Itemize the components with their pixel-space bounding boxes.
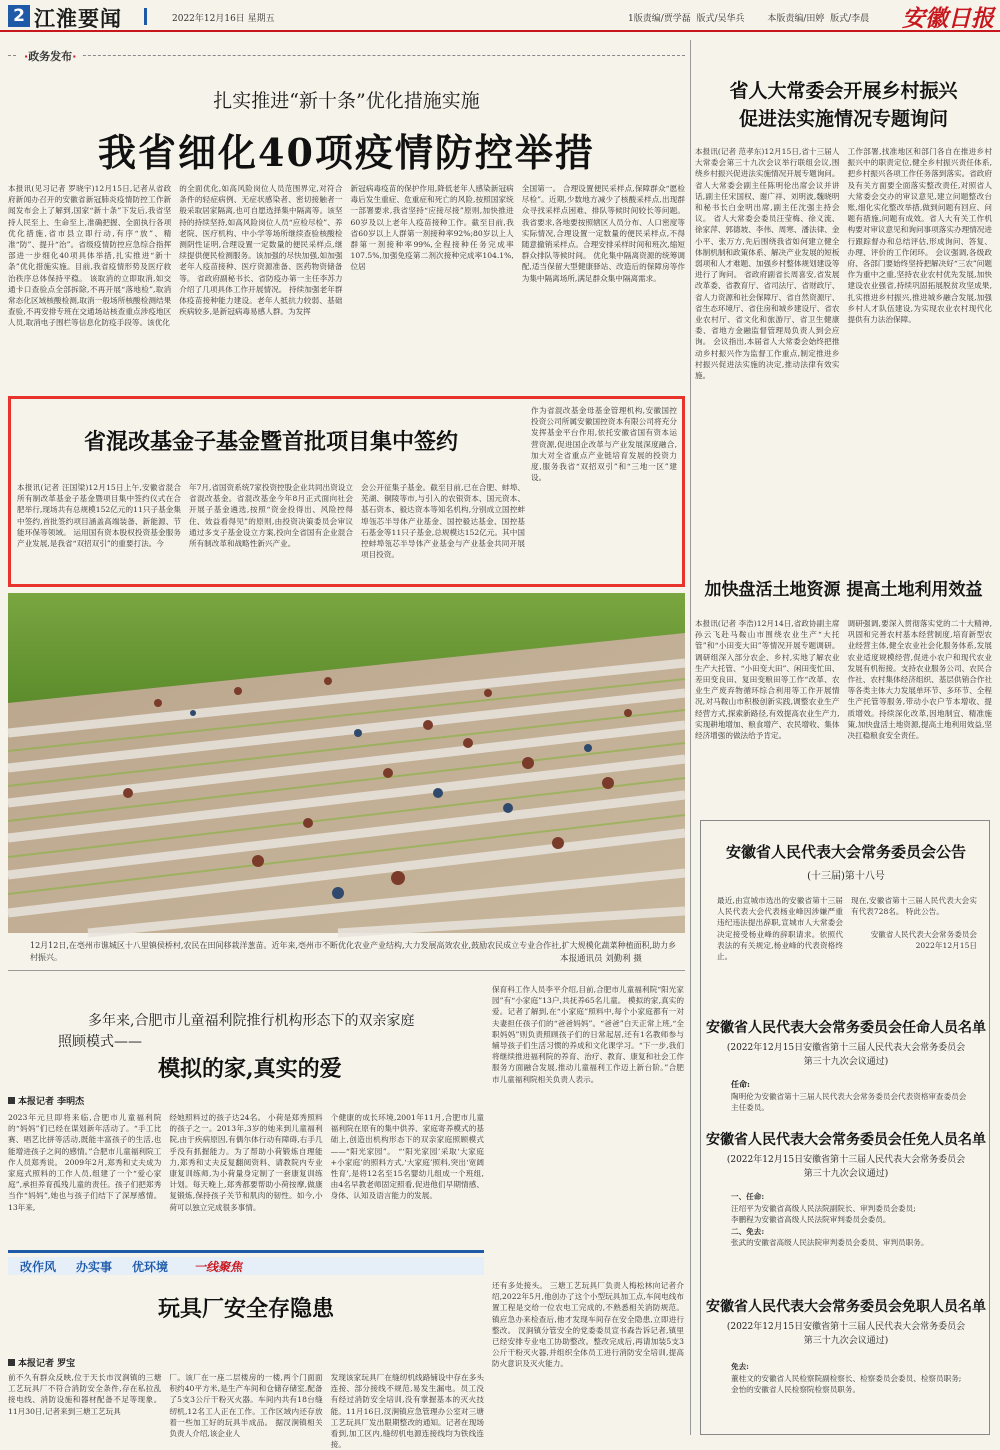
notice-subtitle: (十三届)第十八号 (807, 871, 885, 882)
removal-2-title: 安徽省人民代表大会常务委员会免职人员名单 (706, 1299, 986, 1315)
welfare-kicker-1: 多年来,合肥市儿童福利院推行机构形态下的双亲家庭 (88, 1013, 415, 1029)
welfare-byline (8, 1094, 84, 1107)
notice-col-1: 最近,由宣城市选出的安徽省第十三届人民代表大会代表杨业峰因涉嫌严重违纪违法提出辞职,宣城市人大常委会决定接受杨业峰的辞职请求。依照代表法的有关规定,杨业峰的代表资格终止。 (717, 896, 843, 962)
removal-2-line-2: 董桂文的安徽省人民检察院副检察长、检察委员会委员、检察员职务; (731, 1373, 962, 1383)
lead-headline: 我省细化40项疫情防控举措 (98, 130, 595, 175)
toy-col-3: 发现该家玩具厂在缝纫机线路铺设中存在多头连接、部分接线不规范,易发生漏电。员工没有经过消防安全培训,没有掌握基本的灭火技能。11月16日,汊涧镇应急管理办公室对三塘工艺玩具厂发出限期整改的通知。记者在现场看到,加工区内,缝纫机电源连接线均为铁线连接。 (330, 1373, 484, 1450)
appoint-title: 安徽省人民代表大会常务委员会任命人员名单 (706, 1020, 986, 1036)
welfare-col-1: 2023年元旦即将来临,合肥市儿童福利院的“妈妈”们已经在谋划新年活动了。“手工比赛、唱艺比拼等活动,既能丰富孩子的生活,也能增进孩子之间的感情。”合肥市儿童福利院工作人员郑秀说。 2009年2月,郑秀和丈夫成为家庭式照料的工作人员,组建了一个“爱心家庭”,承担养育孤残儿童的责任。孩子们把郑秀当作“妈妈”,她也与孩子们结下了深厚感情。13年来, (8, 1113, 162, 1212)
slogan-3: 优环境 (132, 1260, 169, 1274)
fund-columns (17, 482, 525, 582)
npc-notices (700, 820, 990, 1435)
welfare-col-2: 经她照料过的孩子达24名。 小荷是郑秀照料的孩子之一。2013年,3岁的她来到儿童福利院,由于疾病原因,有偶尔体行动有障碍,右手几乎没有抓握能力。为了帮助小荷锻炼自理能力,郑秀和丈夫反复翻阅资料、请教院内专业康复训练师,为小荷量身定制了一套康复训练计划。每天晚上,郑秀都要帮助小荷按摩,做康复锻炼,保持孩子关节和肌肉的韧性。如今,小荷可以独立完成很多事情。 (169, 1113, 323, 1212)
header-bar (144, 8, 147, 25)
land-headline: 加快盘活土地资源 提高土地利用效益 (704, 580, 983, 600)
removal-1-line-2: 汪绍平为安徽省高级人民法院副院长、审判委员会委员; (731, 1203, 916, 1213)
npc-headline-line-1: 省人大常委会开展乡村振兴 (729, 80, 958, 102)
lead-col-3: 新冠病毒疫苗的保护作用,降低老年人感染新冠病毒后发生重症、危重症和死亡的风险,按照国家统一部署要求,我省坚持“应接尽接”原则,加快推进60岁及以上老年人疫苗接种工作。截至目前,我省60岁以上人群第一剂接种率92%;80岁以上人群第一剂接种率99%,全程接种任务完成率107.5%,加强免疫第二剂次接种完成率104.1%,位居 (350, 184, 514, 272)
fund-headline: 省混改基金子基金暨首批项目集中签约 (83, 429, 458, 455)
slogan-bar (8, 1257, 484, 1275)
toy-col-2: 厂。该厂在一座二层楼房的一楼,两个门面面积约40平方米,是生产车间和仓储存储室,配备了5支3公斤干粉灭火器。车间内共有18台缝纫机,12名工人正在工作。工作区域内还存放着一些加工好的玩具半成品。 据汊涧镇相关负责人介绍,该企业人 (169, 1373, 323, 1439)
slogan-2: 办实事 (76, 1260, 113, 1274)
land-col-1: 本报讯(记者 李浩)12月14日,省政协副主席孙云飞赴马鞍山市围绕农业生产“大托管”和“小田变大田”等情况开展专题调研。 调研组深入部分农企、乡村,实地了解农业生产大托管、“小田变大田”、闲田变忙田、差田变良田、复田变粮田等工作“改革、农业生产废弃物循环综合利用等工作开展情况,对马鞍山市积极创新实践,调整农业生产经营方式,探索新路径,有效提高农业生产力,实现耕地增加、粮食增产、农民增收、集体经济增强的做法给予肯定。 (695, 619, 840, 741)
removal-1-subtitle: (2022年12月15日安徽省第十三届人民代表大会常务委员会第三十九次会议通过) (726, 1155, 966, 1179)
welfare-article (8, 976, 685, 1246)
section-title: 江淮要闻 (34, 6, 122, 31)
fund-columns-right (531, 405, 677, 581)
removal-1-line-4: 二、免去: (731, 1226, 765, 1236)
fund-col-2: 年7月,省国资系统7家投资控股企业共同出资设立省混改基金。省混改基金今年8月正式面向社会开展子基金遴选,按照“资金投得出、风险控得住、效益看得见”的原则,由投资决策委员会审议通过多支子基金设立方案,投向全省国有企业混合所有制改革和战略性新兴产业。 (189, 483, 353, 549)
appoint-text: 陶明伦为安徽省第十三届人民代表大会常务委员会代表资格审查委员会主任委员。 (731, 1092, 967, 1112)
lead-col-2: 的全面优化,如高风险岗位人员范围界定,对符合条件的轻症病例、无症状感染者、密切接触者一般采取居家隔离,也可自愿选择集中隔离等。该坚持的持续坚持,如高风险岗位人员“应检尽检”、养老院、医疗机构、中小学等场所继续查验核酸检测阴性证明,合理设置一定数量的便民采样点,继续提供便民检测服务。该加强的尽快加强,如加强老年人疫苗接种、医疗资源准备、医药物资储备等。 省政府副秘书长、省防疫办第一主任李苏力介绍了几项具体工作开展情况。 持续加强老年群体疫苗接种能力建设。老年人抵抗力较弱、基础疾病较多,是新冠病毒易感人群。为发挥 (179, 184, 343, 317)
land-columns (695, 618, 992, 810)
welfare-columns-left (8, 1112, 484, 1240)
lead-kicker: 扎实推进“新十条”优化措施实施 (213, 90, 480, 112)
npc-col-2: 工作部署,找准地区和部门各自在推进乡村振兴中的职责定位,健全乡村振兴责任体系,把乡村振兴各项工作任务落到落实。省政府及有关方面要全面落实整改责任,对照省人大常委会交办的审议意见,建立问题整改台账,细化实化整改举措,做到问题有回应、问题有措施,问题有成效。省人大有关工作机构要对审议意见和询问事项落实办理情况进行跟踪督办和总结评估,形成询问、答复、办理、评价的工作闭环。 会议强调,各级政府、各部门要始终坚持把解决好“三农”问题作为重中之重,坚持农业农村优先发展,加快建设农业强省,持续巩固拓展脱贫攻坚成果,扎实推进乡村振兴,推进城乡融合发展,加强乡村人才队伍建设,为实现农业农村现代化提供有力法治保障。 (847, 147, 992, 325)
photo-credit: 本报通讯员 刘勤利 摄 (560, 954, 642, 964)
welfare-kicker-2: 照顾模式—— (58, 1034, 142, 1050)
column-tag-text: 政务发布 (28, 50, 73, 63)
removal-1-body (731, 1191, 976, 1249)
lead-col-4: 全国第一。 合理设置便民采样点,保障群众“愿检尽检”。近期,少数地方减少了核酸采样点,出现群众寻找采样点困难、排队等候时间较长等问题。我省要求,各地要按照辖区人员分布、人口密度等实际情况,合理设置一定数量的便民采样点,不得随意撤销采样点。合理安排采样时间和班次,缩短群众排队等候时间。 优化集中隔离资源的统筹调配,适当保留大型健康驿站、改造后的保障房等作为集中隔离场所,满足群众集中隔离需求。 (521, 184, 685, 283)
notice-title: 安徽省人民代表大会常务委员会公告 (725, 843, 966, 861)
notice-col-2-text: 现在,安徽省第十三届人民代表大会实有代表728名。 特此公告。 (851, 896, 977, 917)
slogan-banner (8, 1250, 484, 1276)
notice-columns (717, 895, 977, 979)
fund-signing-article (8, 396, 685, 587)
welfare-byline-text: 本报记者 李明杰 (18, 1097, 85, 1107)
npc-headline-line-2: 促进法实施情况专题询问 (738, 108, 948, 130)
newspaper-brand: 安徽日报 (902, 5, 994, 32)
appoint-label: 任命: (731, 1079, 750, 1089)
removal-1-line-3: 李鹏程为安徽省高级人民法院审判委员会委员。 (731, 1215, 891, 1224)
npc-columns (695, 146, 992, 566)
toy-article (8, 1280, 685, 1450)
removal-2-body (731, 1361, 976, 1396)
byline-square-icon (8, 1359, 15, 1366)
slogan-1: 改作风 (20, 1260, 57, 1274)
lead-article (8, 48, 685, 392)
welfare-col-3: 个健康的成长环境,2001年11月,合肥市儿童福利院在原有的集中供养、家庭寄养模式的基础上,创造出机构形态下的双亲家庭照顾模式——“阳光家园”。 “‘阳光家园’采取‘大家庭+小家庭’的照料方式,‘大家庭’照料,突出‘宽阔性育’,是将12名至15名婴幼儿组成一个班组,由4名早教老师固定照看,促进他们早期情感、身体、认知及语言能力的发展。 (330, 1113, 484, 1201)
removal-2-line-3: 金怡的安徽省人民检察院检察员职务。 (731, 1385, 861, 1394)
welfare-col-4: 保育科工作人员李平介绍,目前,合肥市儿童福利院“阳光家园”有“小家庭”13户,共抚养65名儿童。 模拟的家,真实的爱。记者了解到,在“小家庭”照料中,每个小家庭都有一对夫妻担任孩子们的“爸爸妈妈”。“爸爸”白天正常上班,“全职妈妈”则负责照顾孩子们的日常起居,还有1名教师参与辅导孩子们生活习惯的养成和文化课学习。“下一步,我们将继续推进福利院的养育、治疗、教育、康复和社会工作服务方面融合发展,推动儿童福利工作迈上新台阶。”合肥市儿童福利院相关负责人表示。 (492, 985, 684, 1084)
column-tag-dot-icon: · (72, 50, 77, 63)
toy-byline-text: 本报记者 罗宝 (18, 1359, 76, 1369)
page-header (0, 0, 1000, 32)
page-number: 2 (8, 5, 30, 27)
land-col-2: 调研强调,要深入贯彻落实党的二十大精神,巩固和完善农村基本经营制度,培育新型农业经营主体,健全农业社会化服务体系,发展农业适度规模经营,促进小农户和现代农业发展有机衔接。支持农业服务公司、农民合作社、农村集体经济组织、基层供销合作社等各类主体大力发展单环节、多环节、全程生产托管等服务,带动小农户节本增收、提质增效。持续深化改革,因地制宜、精准施策,加快盘活土地资源,提高土地利用效益,坚决扛稳粮食安全责任。 (847, 619, 992, 741)
toy-col-4: 还有多处接头。 三塘工艺玩具厂负责人梅松林向记者介绍,2022年5月,他创办了这个小型玩具加工点,车间电线布置工程是交给一位农电工完成的,不熟悉相关消防规范。镇应急办来检查后,他才发现车间存在安全隐患,立即进行整改。 汊涧镇分管安全的党委委员宣书森告诉记者,镇里已经安排专业电工协助整改。整改完成后,再请加装5支3公斤干粉灭火器,并组织全体员工进行消防安全培训,提高防火意识及灭火能力。 (492, 1281, 684, 1369)
fund-col-4: 作为省混改基金母基金管理机构,安徽国控投资公司所属安徽国控资本有限公司将充分发挥基金平台作用,依托安徽省国有资本运营资源,促进国企改革与产业发展深度融合,加大对全省重点产业链培育发展的投资力度,服务我省“双招双引”和“三地一区”建设。 (531, 406, 677, 483)
toy-headline: 玩具厂安全存隐患 (158, 1296, 335, 1322)
removal-2-line-1: 免去: (731, 1362, 749, 1371)
land-article (695, 575, 992, 810)
column-divider (690, 40, 691, 1435)
notice-signer: 安徽省人民代表大会常务委员会 (870, 929, 977, 939)
photo-caption-text: 12月12日,在亳州市谯城区十八里镇侯桥村,农民在田间移栽洋葱苗。近年来,亳州市不断优化农业产业结构,大力发展高效农业,鼓励农民成立专业合作社,扩大规模化蔬菜种植面积,助力乡村振兴。 (30, 941, 677, 962)
section-divider (8, 970, 685, 971)
removal-1-line-1: 一、任命: (731, 1192, 765, 1201)
notice-col-2 (851, 895, 977, 979)
issue-date: 2022年12月16日 星期五 (172, 14, 275, 24)
fund-col-1: 本报讯(记者 汪国梁)12月15日上午,安徽省混合所有制改革基金子基金暨项目集中签约仪式在合肥举行,现场共有总规模152亿元的11只子基金集中签约,首批签约项目涵盖高端装备、新能源、节能环保等领域。 运用国有资本股权投资基金服务产业发展,是我省“双招双引”的重要打法。今 (17, 483, 181, 549)
lead-columns (8, 183, 685, 388)
column-tag-line (8, 55, 685, 56)
removal-1-line-5: 张武的安徽省高级人民法院审判委员会委员、审判员职务。 (731, 1238, 929, 1247)
byline-square-icon (8, 1097, 15, 1104)
column-tag-dot-icon: · (24, 50, 29, 63)
notice-date: 2022年12月15日 (915, 940, 977, 950)
toy-columns-right (492, 1280, 684, 1438)
field-photo (8, 593, 685, 933)
fund-col-3: 会公开征集子基金。截至目前,已在合肥、蚌埠、芜湖、铜陵等市,与引入的农银资本、国元资本、基石资本、毅达资本等知名机构,分别成立国控蚌埠瓴芯半导体产业基金、国控毅达基金、国控基石基金等11只子基金,总规模达152亿元。其中国控蚌埠瓴芯半导体产业基金与产业基金共同开展项目投资。 (361, 483, 525, 560)
removal-1-title: 安徽省人民代表大会常务委员会任免人员名单 (706, 1132, 986, 1148)
editors-line: 1版责编/贾学磊 版式/吴华兵 本版责编/田婷 版式/李晨 (628, 14, 870, 24)
slogan-4: 一线聚焦 (194, 1260, 243, 1274)
appoint-subtitle: (2022年12月15日安徽省第十三届人民代表大会常务委员会第三十九次会议通过) (726, 1043, 966, 1067)
toy-byline (8, 1356, 75, 1369)
toy-columns-bottom (8, 1372, 484, 1450)
lead-col-1: 本报讯(见习记者 罗晓宇)12月15日,记者从省政府新闻办召开的安徽省新冠肺炎疫情防控工作新闻发布会上了解到,国家“新十条”下发后,我省坚持人民至上、生命至上,准确把握、全面执行各项优化措施,省市县立即行动,有序“放”、精准“防”、提升“治”。省级疫情防控应急综合指挥部进一步细化40项具体举措,扎实推进“新十条”优化措施实施。目前,我省疫情形势及医疗救治秩序总体保持平稳。 该取消的立即取消,如交通卡口查验点全部拆除,不再开展“落地检”,取消常态化区域核酸检测,取消一般场所核酸检测结果查验,不再安排专班在交通场站核查重点涉疫地区人员,取消电子围栏等信息化防疫手段等。该优化 (8, 184, 172, 328)
npc-col-1: 本报讯(记者 范孝东)12月15日,省十三届人大常委会第三十九次会议举行联组会议,围绕乡村振兴促进法实施情况开展专题询问。省人大常委会副主任陈明伦出席会议并讲话,副主任宋国权、谢广祥、刘明波,魏晓明和秘书长白金明出席,副主任沈强主持会议。 省人大常委会委员汪莹梅、徐义流、徐家萍、郭德坡、李伟、周寒、潘法律、金小平、张万方,先后围绕我省如何建立健全体制机制和政策体系、解决产业发展的短板弱项和人才难题、加强乡村整体规划建设等进行了询问。 省政府副省长周喜安,省发展改革委、省教育厅、省司法厅、省财政厅、省人力资源和社会保障厅、省自然资源厅、省生态环境厅、省住房和城乡建设厅、省农业农村厅、省文化和旅游厅、省卫生健康委、省地方金融监督管理局负责人到会应询。 会议指出,本届省人大常委会始终把推动乡村振兴作为监督工作重点,制定推进乡村振兴促进法实施的决定,推动法律有效实施。 (695, 147, 840, 381)
welfare-headline: 模拟的家,真实的爱 (158, 1056, 342, 1082)
npc-inquiry-article (695, 66, 992, 566)
onion-field-image (8, 593, 685, 933)
removal-2-subtitle: (2022年12月15日安徽省第十三届人民代表大会常务委员会第三十九次会议通过) (726, 1322, 966, 1346)
welfare-columns-right (492, 984, 684, 1240)
column-tag (18, 48, 82, 64)
toy-col-1: 前不久有群众反映,位于天长市汊涧镇的三塘工艺玩具厂不符合消防安全条件,存在私拉乱接电线、消防设施和器材配备不足等现象。 11月30日,记者来到三塘工艺玩具 (8, 1373, 162, 1416)
